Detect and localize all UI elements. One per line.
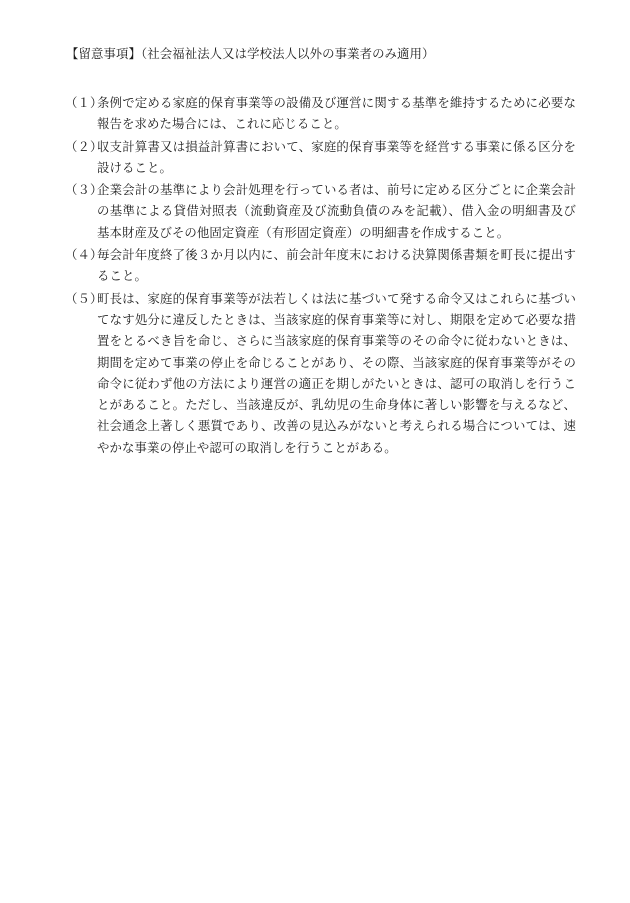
notes-heading: 【留意事項】（社会福祉法人又は学校法人以外の事業者のみ適用）: [66, 46, 435, 61]
item-number: （２）: [65, 138, 103, 154]
notes-list: [66, 92, 576, 459]
item-text: 毎会計年度終了後３か月以内に、前会計年度末における決算関係書類を町長に提出すること。: [97, 247, 576, 284]
list-item: [66, 288, 576, 458]
item-number: （３）: [65, 182, 103, 198]
list-item: [66, 136, 576, 179]
list-item: [66, 92, 576, 135]
list-item: [66, 179, 576, 243]
item-number: （１）: [65, 95, 103, 110]
item-number: （４）: [65, 247, 103, 263]
item-text: 収支計算書又は損益計算書において、家庭的保育事業等を経営する事業に係る区分を設けること。: [97, 138, 576, 175]
item-text: 企業会計の基準により会計処理を行っている者は、前号に定める区分ごとに企業会計の基準による貸借対照表（流動資産及び流動負債のみを記載）、借入金の明細書及び基本財産及びその他固定資産（有形固定資産）の明細書を作成すること。: [97, 182, 576, 240]
item-number: （５）: [65, 290, 103, 306]
list-item: [66, 244, 576, 287]
item-text: 条例で定める家庭的保育事業等の設備及び運営に関する基準を維持するために必要な報告を求めた場合には、これに応じること。: [97, 95, 576, 132]
item-text: 町長は、家庭的保育事業等が法若しくは法に基づいて発する命令又はこれらに基づいてなす処分に違反したときは、当該家庭的保育事業等に対し、期限を定めて必要な措置をとるべき旨を命じ、さらに当該家庭的保育事業等のその命令に従わないときは、期間を定めて事業の停止を命じることがあり、その際、当該家庭的保育事業等がその命令に従わず他の方法により運営の適正を期しがたいときは、認可の取消しを行うことがあること。ただし、当該違反が、乳幼児の生命身体に著しい影響を与えるなど、社会通念上著しく悪質であり、改善の見込みがないと考えられる場合については、速やかな事業の停止や認可の取消しを行うことがある。: [97, 290, 576, 455]
